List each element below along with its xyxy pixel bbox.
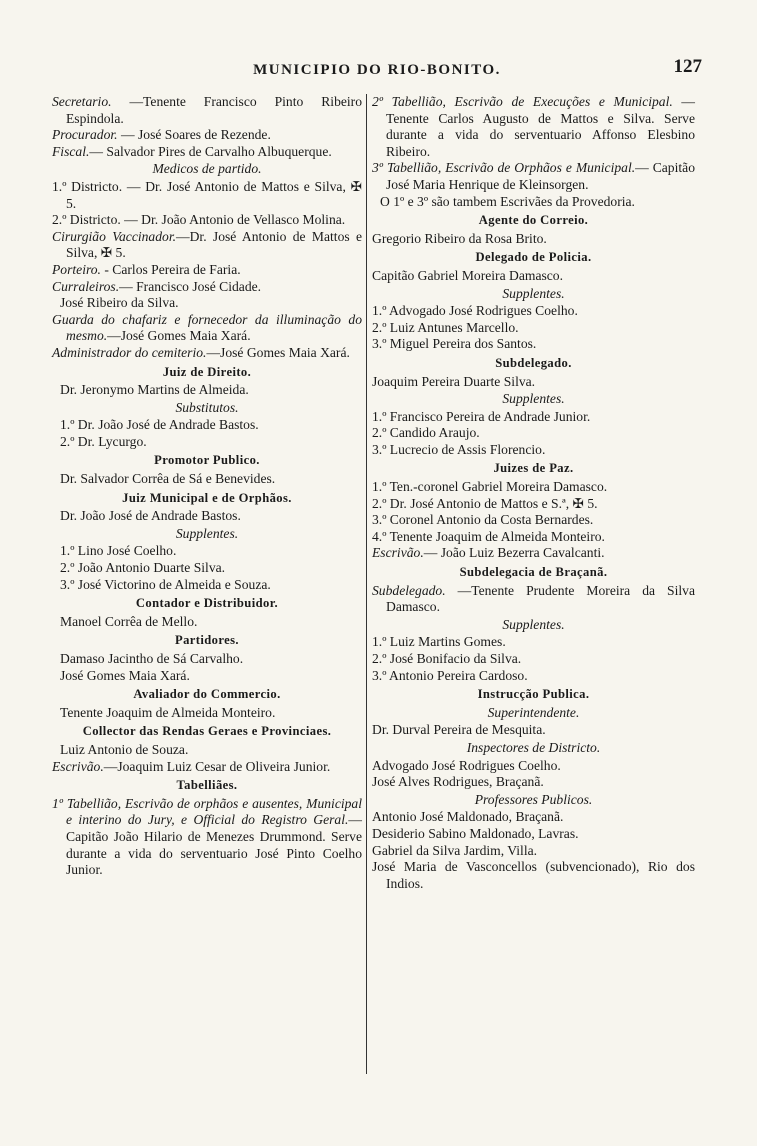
directory-entry xyxy=(52,796,362,879)
directory-entry xyxy=(52,382,362,399)
entry-role-label: Escrivão. xyxy=(372,545,424,561)
directory-entry xyxy=(372,303,695,320)
directory-entry xyxy=(52,577,362,594)
directory-entry xyxy=(372,774,695,791)
entry-text: —José Gomes Maia Xará. xyxy=(206,344,350,360)
section-heading: Promotor Publico. xyxy=(154,453,260,468)
entry-text: —Dr. José Antonio de Mattos e Silva, ✠ 5. xyxy=(66,228,363,261)
directory-entry xyxy=(372,529,695,546)
entry-text: 2.º Dr. José Antonio de Mattos e S.ª, ✠ 5. xyxy=(372,495,598,511)
directory-entry xyxy=(372,668,695,685)
directory-entry xyxy=(52,295,362,312)
section-heading: Tabelliães. xyxy=(176,778,238,793)
entry-role-label: Procurador. xyxy=(52,127,118,143)
entry-text: Joaquim Pereira Duarte Silva. xyxy=(372,373,536,389)
entry-text: 3.º José Victorino de Almeida e Souza. xyxy=(60,576,271,592)
directory-entry xyxy=(52,742,362,759)
section-heading: Agente do Correio. xyxy=(478,213,589,228)
directory-entry xyxy=(372,374,695,391)
section-subheading: Supplentes. xyxy=(502,285,565,301)
entry-role-label: Fiscal. xyxy=(52,143,90,159)
entry-role-label: 3º Tabellião, Escrivão de Orphãos e Municipal. xyxy=(372,160,636,176)
entry-text: José Gomes Maia Xará. xyxy=(60,667,190,683)
directory-entry xyxy=(52,705,362,722)
entry-text: Gregorio Ribeiro da Rosa Brito. xyxy=(372,230,547,246)
section-subheading: Professores Publicos. xyxy=(474,791,593,807)
directory-entry xyxy=(52,262,362,279)
section-subheading: Supplentes. xyxy=(502,616,565,632)
entry-text: Dr. Jeronymo Martins de Almeida. xyxy=(60,382,249,398)
entry-text: — João Luiz Bezerra Cavalcanti. xyxy=(423,545,605,561)
entry-text: —José Gomes Maia Xará. xyxy=(107,328,251,344)
entry-text: 1.º Dr. João José de Andrade Bastos. xyxy=(60,417,259,433)
entry-role-label: Secretario. xyxy=(52,94,112,109)
entry-text: 2.º José Bonifacio da Silva. xyxy=(372,651,522,666)
section-heading: Juizes de Paz. xyxy=(493,461,574,476)
directory-entry xyxy=(52,508,362,525)
directory-entry xyxy=(372,809,695,826)
directory-entry xyxy=(372,479,695,496)
entry-text: Manoel Corrêa de Mello. xyxy=(60,613,198,629)
entry-text: — Francisco José Cidade. xyxy=(119,278,262,294)
directory-entry xyxy=(372,758,695,775)
entry-text: — Tenente Carlos Augusto de Mattos e Silva. Serve durante a vida do serventuario Affonso Elesbino Ribeiro. xyxy=(386,94,695,159)
page-number: 127 xyxy=(673,56,702,77)
page-header xyxy=(52,56,702,86)
entry-text: —Tenente Francisco Pinto Ribeiro Espindola. xyxy=(66,94,362,126)
entry-text: 3.º Lucrecio de Assis Florencio. xyxy=(372,441,546,457)
entry-text: 1.º Advogado José Rodrigues Coelho. xyxy=(372,303,578,319)
directory-entry xyxy=(52,94,362,127)
section-subheading: Inspectores de Districto. xyxy=(466,739,601,755)
entry-text: Antonio José Maldonado, Braçanã. xyxy=(372,809,564,825)
section-subheading: Supplentes. xyxy=(502,391,565,407)
left-column xyxy=(52,94,362,879)
entry-text: O 1º e 3º são tambem Escrivães da Provedoria. xyxy=(380,193,635,209)
directory-entry xyxy=(372,634,695,651)
entry-text: José Maria de Vasconcellos (subvencionado), Rio dos Indios. xyxy=(372,859,695,891)
entry-text: Damaso Jacintho de Sá Carvalho. xyxy=(60,651,244,666)
entry-text: 2.º Districto. — Dr. João Antonio de Vellasco Molina. xyxy=(52,212,346,228)
entry-text: — José Soares de Rezende. xyxy=(117,127,271,143)
directory-entry xyxy=(52,668,362,685)
entry-role-label: Guarda do chafariz e fornecedor da illuminação do mesmo. xyxy=(52,311,362,344)
entry-text: 1.º Districto. — Dr. José Antonio de Mattos e Silva, ✠ 5. xyxy=(52,178,362,211)
section-heading: Partidores. xyxy=(175,633,239,648)
section-subheading: Substitutos. xyxy=(175,399,239,415)
directory-entry xyxy=(372,545,695,562)
entry-text: José Ribeiro da Silva. xyxy=(60,295,179,311)
directory-entry xyxy=(372,231,695,248)
section-subheading: Superintendente. xyxy=(487,704,580,720)
directory-entry xyxy=(52,471,362,488)
directory-entry xyxy=(372,722,695,739)
entry-text: —Tenente Prudente Moreira da Silva Damasco. xyxy=(386,582,695,615)
directory-entry xyxy=(52,651,362,668)
section-heading: Juiz de Direito. xyxy=(162,364,252,379)
directory-entry xyxy=(52,759,362,776)
section-heading: Subdelegacia de Braçanã. xyxy=(459,565,608,580)
entry-role-label: Escrivão. xyxy=(52,758,104,774)
section-heading: Contador e Distribuidor. xyxy=(135,596,279,611)
entry-text: 3.º Coronel Antonio da Costa Bernardes. xyxy=(372,512,594,528)
directory-entry xyxy=(52,212,362,229)
entry-role-label: Curraleiros. xyxy=(52,278,120,294)
entry-role-label: Porteiro. xyxy=(52,261,101,277)
section-heading: Collector das Rendas Geraes e Provinciaes. xyxy=(82,724,332,739)
entry-text: 2.º Dr. Lycurgo. xyxy=(60,433,147,449)
section-subheading: Medicos de partido. xyxy=(152,161,262,177)
directory-entry xyxy=(52,434,362,451)
entry-text: 2.º Candido Araujo. xyxy=(372,425,480,441)
entry-text: —Joaquim Luiz Cesar de Oliveira Junior. xyxy=(103,758,331,774)
entry-text: 1.º Luiz Martins Gomes. xyxy=(372,634,506,650)
entry-role-label: 1º Tabellião, Escrivão de orphãos e ausentes, Municipal e interino do Jury, e Official do Registro Geral. xyxy=(52,795,362,828)
directory-entry xyxy=(52,279,362,296)
entry-role-label: Cirurgião Vaccinador. xyxy=(52,228,177,244)
directory-entry xyxy=(372,843,695,860)
entry-text: —Capitão João Hilario de Menezes Drummond. Serve durante a vida do serventuario José Pinto Coelho Junior. xyxy=(66,812,362,878)
entry-text: 4.º Tenente Joaquim de Almeida Monteiro. xyxy=(372,528,605,544)
directory-entry xyxy=(52,543,362,560)
section-heading: Subdelegado. xyxy=(495,355,572,370)
entry-text: Advogado José Rodrigues Coelho. xyxy=(372,757,561,773)
directory-entry xyxy=(372,160,695,193)
directory-entry xyxy=(52,312,362,345)
entry-text: 1.º Ten.-coronel Gabriel Moreira Damasco. xyxy=(372,479,608,495)
entry-role-label: 2º Tabellião, Escrivão de Execuções e Municipal. xyxy=(372,94,673,109)
directory-entry xyxy=(52,560,362,577)
entry-text: Dr. Salvador Corrêa de Sá e Benevides. xyxy=(60,471,276,487)
entry-text: 1.º Lino José Coelho. xyxy=(60,543,177,559)
directory-entry xyxy=(372,425,695,442)
column-divider xyxy=(366,94,367,1074)
entry-text: Gabriel da Silva Jardim, Villa. xyxy=(372,842,538,858)
directory-entry xyxy=(372,583,695,616)
directory-entry xyxy=(372,859,695,892)
section-heading: Delegado de Policia. xyxy=(475,250,592,265)
entry-text: Tenente Joaquim de Almeida Monteiro. xyxy=(60,704,276,720)
entry-text: José Alves Rodrigues, Braçanã. xyxy=(372,774,544,790)
section-subheading: Supplentes. xyxy=(175,525,239,541)
entry-text: Dr. Durval Pereira de Mesquita. xyxy=(372,722,546,738)
directory-entry xyxy=(372,496,695,513)
directory-entry xyxy=(372,94,695,160)
directory-entry xyxy=(52,144,362,161)
directory-entry xyxy=(372,320,695,337)
right-column xyxy=(372,94,695,892)
section-heading: Instrucção Publica. xyxy=(477,687,590,702)
entry-text: — Salvador Pires de Carvalho Albuquerque. xyxy=(89,143,332,159)
directory-entry xyxy=(372,268,695,285)
entry-text: Luiz Antonio de Souza. xyxy=(60,741,189,757)
entry-text: 2.º João Antonio Duarte Silva. xyxy=(60,560,226,576)
entry-text: 1.º Francisco Pereira de Andrade Junior. xyxy=(372,408,591,424)
directory-entry xyxy=(52,345,362,362)
directory-entry xyxy=(372,826,695,843)
page-title: MUNICIPIO DO RIO-BONITO. xyxy=(253,62,501,78)
directory-entry xyxy=(372,194,695,211)
entry-role-label: Administrador do cemiterio. xyxy=(52,344,207,360)
entry-text: 3.º Antonio Pereira Cardoso. xyxy=(372,667,528,683)
entry-text: Desiderio Sabino Maldonado, Lavras. xyxy=(372,825,579,841)
entry-text: Capitão Gabriel Moreira Damasco. xyxy=(372,267,563,283)
entry-text: 3.º Miguel Pereira dos Santos. xyxy=(372,336,537,352)
directory-entry xyxy=(52,229,362,262)
directory-entry xyxy=(52,179,362,212)
section-heading: Avaliador do Commercio. xyxy=(133,687,281,702)
entry-text: — Capitão José Maria Henrique de Kleinsorgen. xyxy=(386,160,695,192)
directory-entry xyxy=(372,512,695,529)
entry-text: - Carlos Pereira de Faria. xyxy=(100,261,241,277)
directory-entry xyxy=(52,614,362,631)
directory-entry xyxy=(52,127,362,144)
section-heading: Juiz Municipal e de Orphãos. xyxy=(122,490,292,505)
entry-text: 2.º Luiz Antunes Marcello. xyxy=(372,319,519,335)
entry-text: Dr. João José de Andrade Bastos. xyxy=(60,508,241,524)
entry-role-label: Subdelegado. xyxy=(372,582,446,598)
directory-entry xyxy=(372,336,695,353)
directory-entry xyxy=(372,651,695,668)
directory-entry xyxy=(372,409,695,426)
directory-entry xyxy=(372,442,695,459)
directory-entry xyxy=(52,417,362,434)
